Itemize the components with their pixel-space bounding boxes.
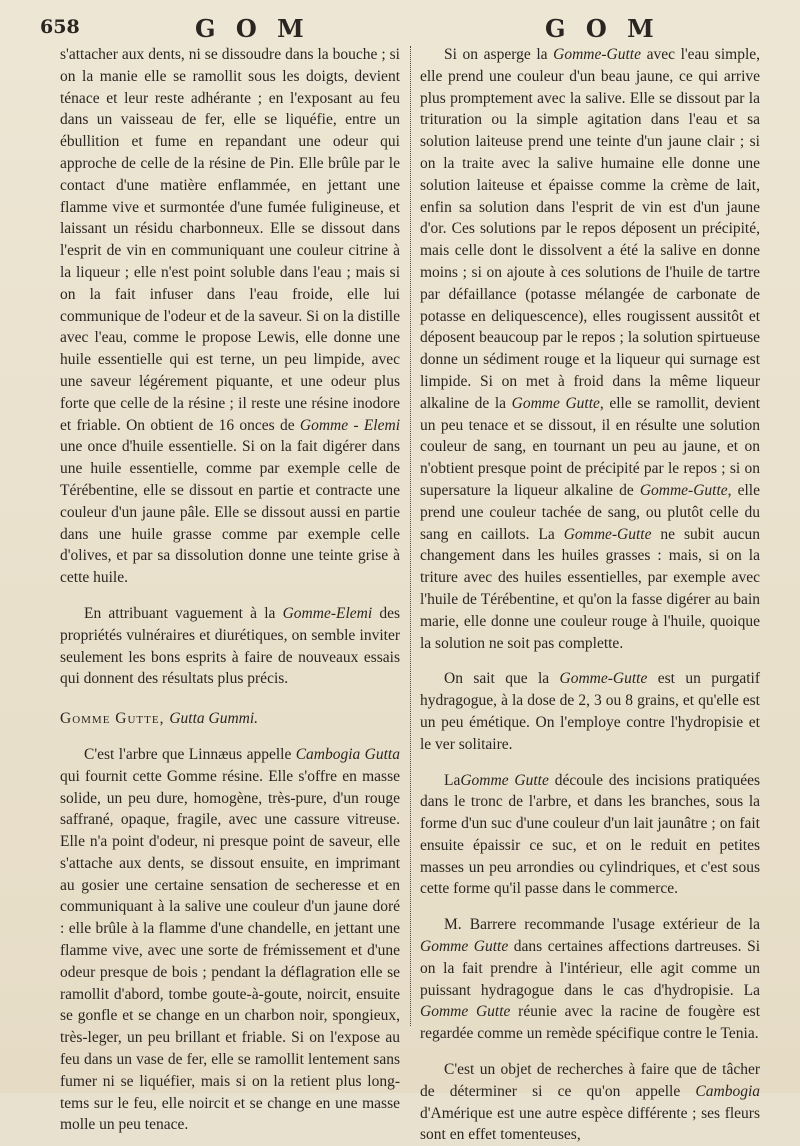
term-gomme-gutte: Gomme Gutte <box>460 771 549 789</box>
left-column <box>60 44 400 1134</box>
term-gomme-gutte: Gomme-Gutte <box>559 670 648 688</box>
page-header <box>40 12 790 42</box>
paragraph-gutte-solutions: Si on asperge la Gomme-Gutte avec l'eau simple, elle prend une couleur d'un beau jaune, ce qui arrive plus promptement avec la salive. Elle se dissout par la trituration ou la simple agitation dans l'eau et sa solution laiteuse prend une teinte d'un jaune clair ; si on la traite avec la salive humaine elle donne une solution laiteuse et épaisse comme la crème de lait, enfin sa solution dans l'esprit de vin est d'un jaune d'or. Ces solutions par le repos déposent un précipité, mais celle dont le dissolvent a été la salive en donne moins ; si on ajoute à ces solutions de l'huile de tartre par défaillance (potasse mélangée de carbonate de potasse en deliquescence), elles rougissent aussitôt et déposent beaucoup par le repos ; la solution spirtueuse donne un sédiment rouge et la liqueur qui surnage est limpide. Si on met à froid dans la même liqueur alkaline de la Gomme Gutte, elle se ramollit, devient un peu tenace et se dissout, il en résulte une solution couleur de sang, en tournant un peu au jaune, et on n'obtient presque point de précipité par le repos ; si on supersature la liqueur alkaline de Gomme-Gutte, elle prend une couleur tachée de sang, ou plutôt celle du sang en caillots. La Gomme-Gutte ne subit aucun changement dans les huiles grasses : mais, si on la triture avec des huiles essentielles, par exemple avec l'huile de Térébentine, et qu'on la fasse digérer au bain marie, elle donne une couleur rouge à l'huile, quoique la solution ne soit pas complette. <box>420 46 761 652</box>
page-number: 658 <box>40 16 80 38</box>
term-gomme-gutte: Gomme-Gutte <box>639 481 728 499</box>
paragraph-elemi-properties: s'attacher aux dents, ni se dissoudre dans la bouche ; si on la manie elle se ramollit sous les doigts, devient ténace et leur reste adhérante ; en l'exposant au feu dans un vaisseau de fer, elle se liquéfie, entre un ébullition et fume en repandant une odeur qui approche de celle de la résine de Pin. Elle brûle par le contact d'une matière enflammée, en jettant une flamme vive et surmontée d'une fumée fuligineuse, et laissant un résidu charbonneux. Elle se dissout dans l'esprit de vin en communiquant une couleur citrine à la liqueur ; elle n'est point soluble dans l'eau ; mais si on la fait infuser dans l'eau froide, elle lui communique de l'odeur et de la saveur. Si on la distille avec l'eau, comme le propose Lewis, elle donne une huile essentielle qui est terne, un peu limpide, avec une saveur légérement piquante, et une odeur plus forte que celle de la résine ; il reste une résine inodore et friable. On obtient de 16 onces de Gomme - Elemi une once d'huile essentielle. Si on la fait digérer dans une huile essentielle, comme par exemple celle de Térébentine, elle se dissout en partie et contracte une couleur d'un jaune pâle. Elle se dissout aussi en partie dans une huile grasse comme par exemple celle d'olives, et par sa dissolution donne une teinte grise à cette huile. <box>60 46 400 587</box>
paragraph-gutte-harvest: LaGomme Gutte découle des incisions pratiquées dans le tronc de l'arbre, et dans les branches, sous la forme d'un suc d'une couleur d'un lait jaunâtre ; on fait ensuite épaissir ce suc, et on le reduit en petites masses un peu arrondies ou cylindriques, et c'est sous cette forme qu'il passe dans le commerce. <box>420 771 761 898</box>
term-cambogia: Cambogia <box>695 1082 761 1100</box>
paragraph-cambogia-research: C'est un objet de recherches à faire que de tâcher de déterminer si ce qu'on appelle Cambogia d'Amérique est une autre espèce différente ; ses fleurs sont en effet tomenteuses, <box>420 1061 761 1144</box>
paragraph-gutte-purgative: On sait que la Gomme-Gutte est un purgatif hydragogue, à la dose de 2, 3 ou 8 grains, et qu'elle est un peu émétique. On l'employe contre l'hydropisie et le ver solitaire. <box>420 670 760 753</box>
term-gomme-gutte: Gomme-Gutte <box>563 525 652 543</box>
entry-heading-gomme-gutte: Gomme Gutte, Gutta Gummi. <box>60 710 259 728</box>
running-head-right: G O M <box>545 14 660 43</box>
term-gomme-gutte: Gomme Gutte <box>420 938 509 956</box>
term-gomme-elemi: Gomme - Elemi <box>299 416 400 434</box>
term-cambogia-gutta: Cambogia Gutta <box>295 745 400 763</box>
term-gomme-gutte: Gomme Gutte <box>420 1003 511 1021</box>
paragraph-barrere: M. Barrere recommande l'usage extérieur de la Gomme Gutte dans certaines affections dartreuses. Si on la fait prendre à l'intérieur, elle agit comme un puissant hydragogue dans le cas d'hydropisie. La Gomme Gutte réunie avec la racine de fougère est regardée comme un remède spécifique contre le Tenia. <box>420 916 761 1043</box>
term-gomme-gutte: Gomme Gutte <box>511 394 600 412</box>
text-columns <box>60 44 790 1144</box>
running-head-left: G O M <box>195 14 310 43</box>
right-column <box>420 44 761 1144</box>
paragraph-elemi-virtues: En attribuant vaguement à la Gomme-Elemi des propriétés vulnéraires et diurétiques, on semble inviter seulement les bons esprits à faire de nouveaux essais qui donnent des résultats plus précis. <box>60 604 400 688</box>
term-gomme-gutte: Gomme-Gutte <box>553 46 641 63</box>
term-gomme-elemi: Gomme-Elemi <box>282 604 373 622</box>
paragraph-gutte-description: C'est l'arbre que Linnæus appelle Cambogia Gutta qui fournit cette Gomme résine. Elle s'offre en masse solide, un peu dure, homogène, très-pure, d'un rouge saffrané, opaque, fragile, avec une cassure vitreuse. Elle n'a point d'odeur, ni presque point de saveur, elle s'attache aux dents, se dissout ensuite, en imprimant au gosier une certaine sensation de secheresse et en communiquant à la salive une couleur d'un jaune doré : elle brûle à la flamme d'une chandelle, en jettant une flamme vive, avec une sorte de frémissement et d'une odeur presque de bois ; pendant la déflagration elle se ramollit d'abord, tombe goute-à-goute, noircit, ensuite se gonfle et se change en un charbon noir, spongieux, très-leger, un peu brillant et friable. Si on l'expose au feu dans un vase de fer, elle se ramollit lentement sans fumer ni se liquéfier, mais si on la retient plus long-tems sur le feu, elle noircit et se change en une masse molle un peu tenace. <box>60 745 400 1134</box>
